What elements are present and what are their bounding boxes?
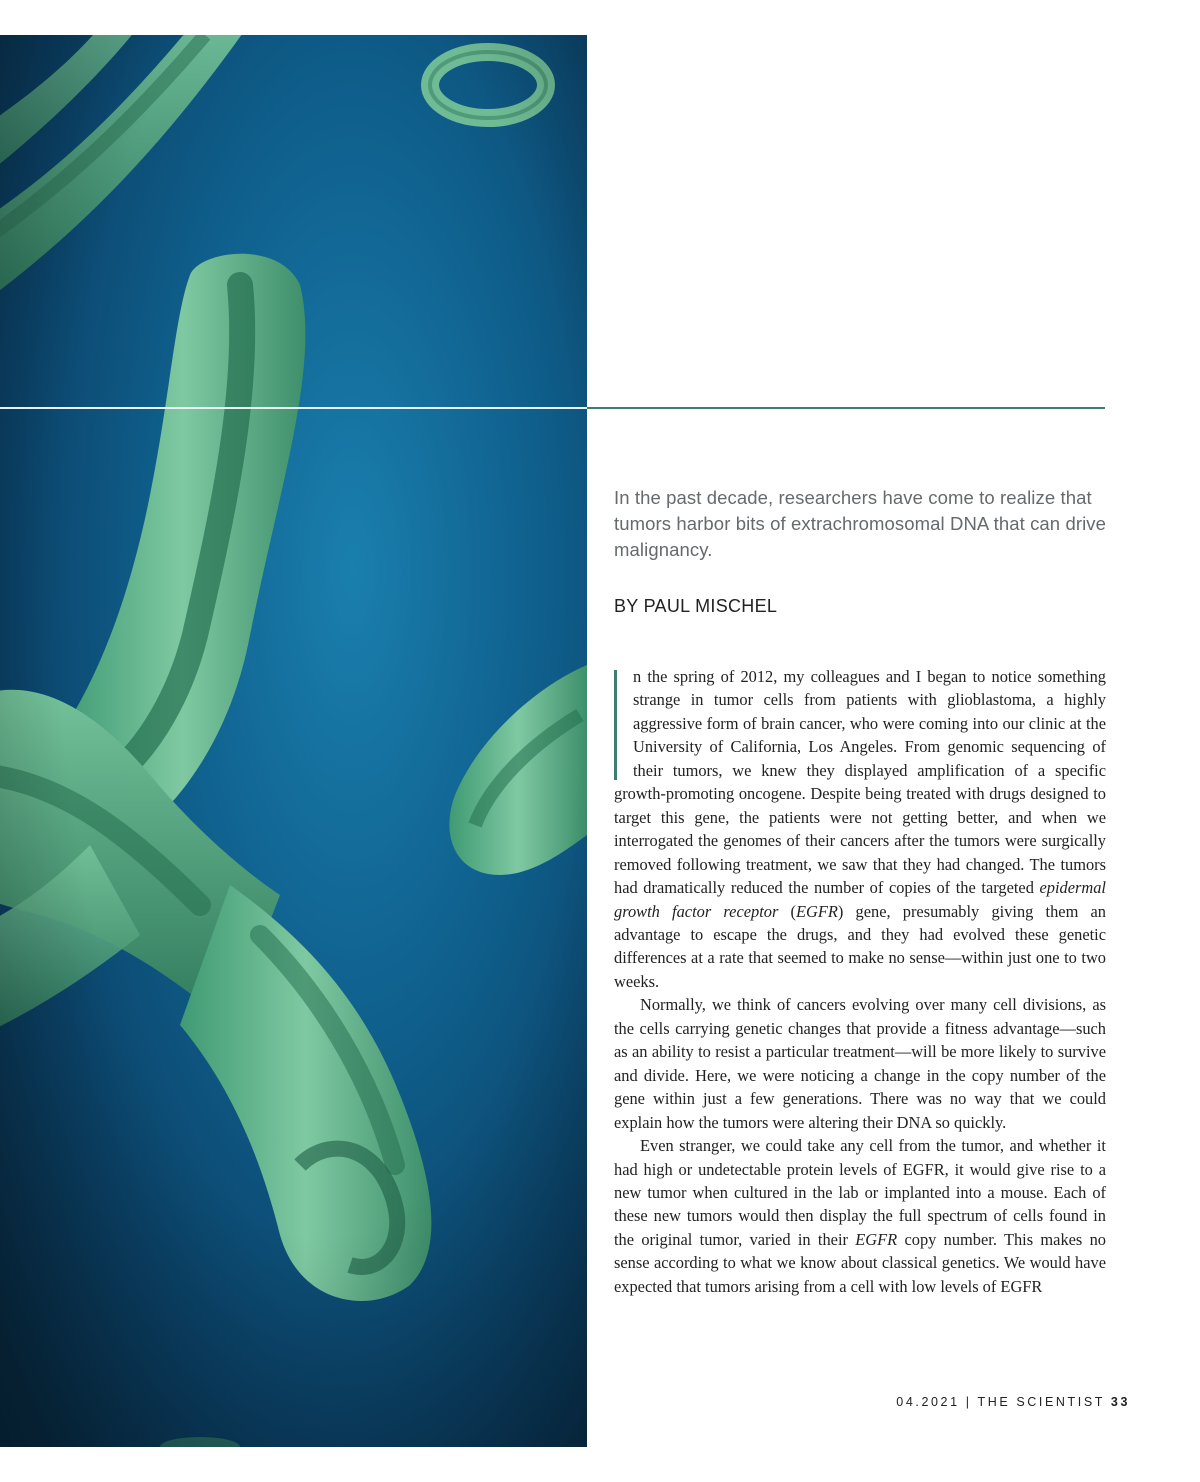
- gene-abbrev-italic: EGFR: [796, 901, 838, 921]
- paragraph-1-paren-open: (: [778, 901, 796, 921]
- gene-abbrev-italic-2: EGFR: [855, 1229, 898, 1249]
- article-body: [614, 665, 1106, 1298]
- chromosome-artwork: [0, 35, 587, 1447]
- drop-cap-bar: [614, 670, 617, 780]
- paragraph-2: [614, 993, 1106, 1134]
- gene-name-italic: epidermal growth factor receptor: [614, 878, 1106, 921]
- chromosome-illustration: [0, 35, 587, 1447]
- page-folio: [896, 1395, 1130, 1409]
- horizontal-rule-right: [587, 407, 1105, 409]
- folio-magazine: THE SCIENTIST: [977, 1395, 1105, 1409]
- folio-page-number: 33: [1110, 1395, 1130, 1409]
- article-deck: In the past decade, researchers have come to realize that tumors harbor bits of extrachromosomal DNA that can drive malignancy.: [614, 487, 1107, 560]
- folio-separator: |: [965, 1395, 972, 1409]
- paragraph-1: [614, 665, 1106, 993]
- horizontal-rule-left: [0, 407, 587, 409]
- folio-issue: 04.2021: [896, 1395, 960, 1409]
- article-byline: BY PAUL MISCHEL: [614, 596, 778, 616]
- paragraph-3-text-end: copy number. This makes no sense according to what we know about classical genetics. We would have expected that tumors arising from a cell with low levels of EGFR: [614, 1229, 1107, 1296]
- paragraph-3: [614, 1134, 1106, 1298]
- paragraph-1-text: n the spring of 2012, my colleagues and I began to notice something strange in tumor cells from patients with glioblastoma, a highly aggressive form of brain cancer, who were coming into our clinic at the University of California, Los Angeles. From genomic sequencing of their tumors, we knew they displayed amplification of a specific growth-promoting oncogene. Despite being treated with drugs designed to target this gene, the patients were not getting better, and when we interrogated the genomes of their cancers after the tumors were surgically removed following treatment, we saw that they had changed. The tumors had dramatically reduced the number of copies of the targeted: [614, 667, 1106, 898]
- paragraph-1-text-end: ) gene, presumably giving them an advantage to escape the drugs, and they had evolved these genetic differences at a rate that seemed to make no sense—within just one to two weeks.: [614, 901, 1107, 991]
- paragraph-3-text: Even stranger, we could take any cell from the tumor, and whether it had high or undetectable protein levels of EGFR, it would give rise to a new tumor when cultured in the lab or implanted into a mouse. Each of these new tumors would then display the full spectrum of cells found in the original tumor, varied in their: [614, 1136, 1106, 1249]
- paragraph-2-text: Normally, we think of cancers evolving over many cell divisions, as the cells carrying genetic changes that provide a fitness advantage—such as an ability to resist a particular treatment—will be more likely to survive and divide. Here, we were noticing a change in the copy number of the gene within just a few generations. There was no way that we could explain how the tumors were altering their DNA so quickly.: [614, 995, 1106, 1132]
